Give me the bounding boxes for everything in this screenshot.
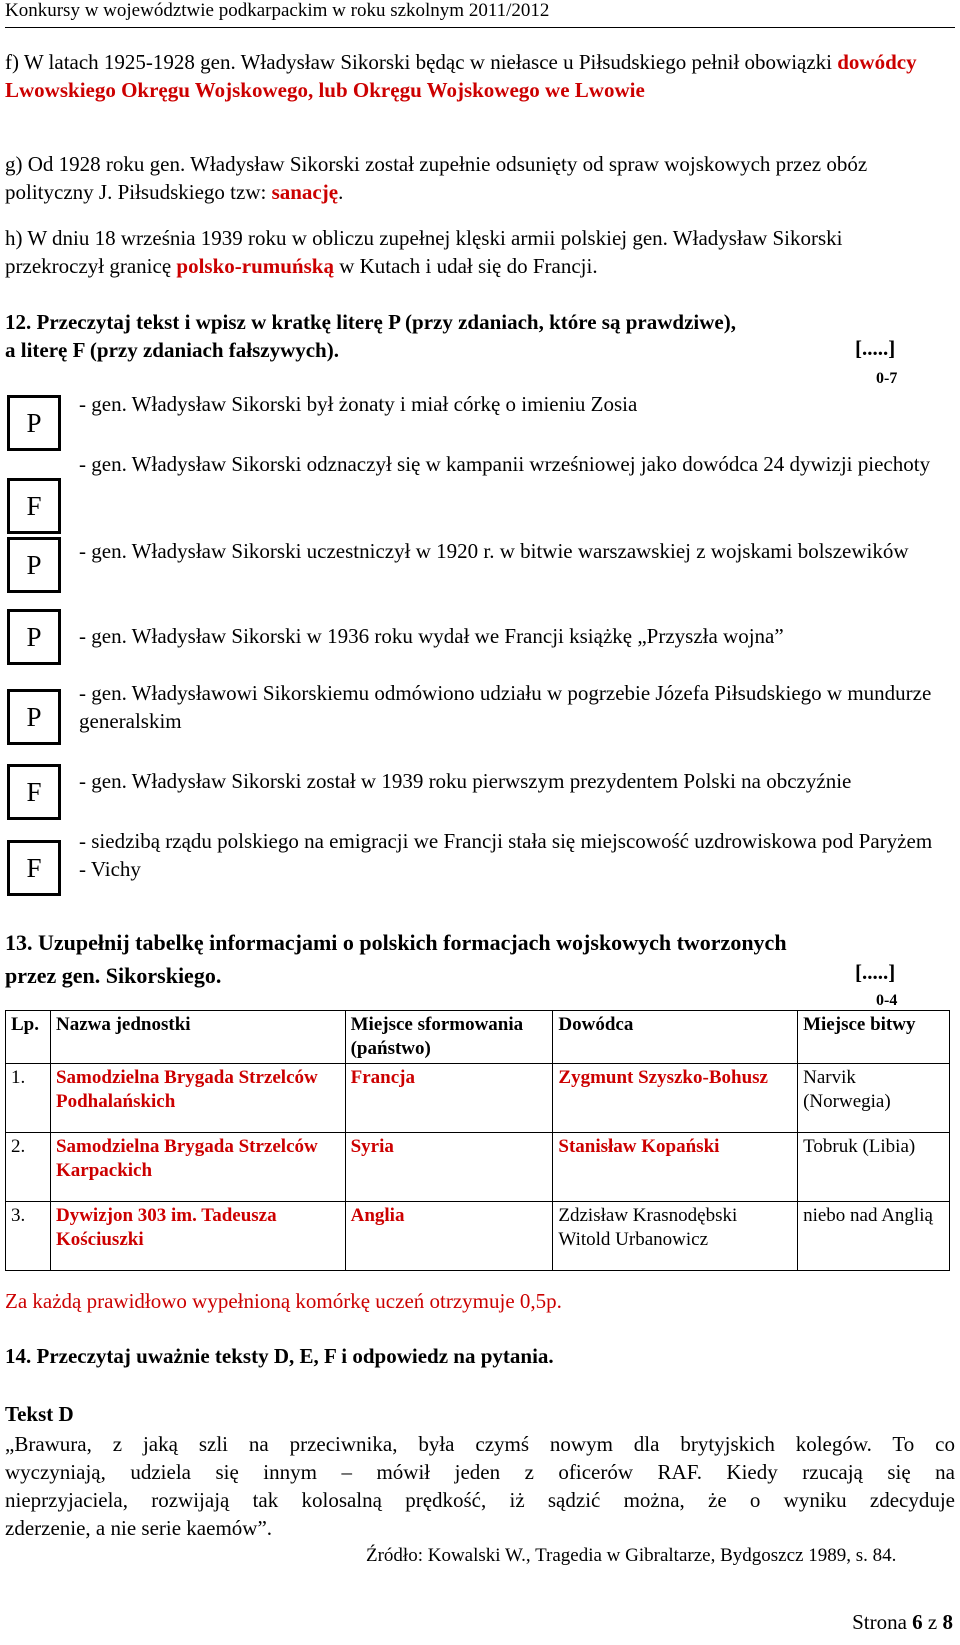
- question-13-line1: 13. Uzupełnij tabelkę informacjami o polskich formacjach wojskowych tworzonych: [5, 930, 787, 955]
- cell-battle-place[interactable]: niebo nad Anglią: [798, 1202, 950, 1271]
- q13-range: 0-4: [876, 992, 898, 1009]
- text-d-line: „Brawura, z jaką szli na przeciwnika, była czymś nowym dla brytyjskich kolegów. To co: [5, 1432, 955, 1456]
- cell-unit-name[interactable]: Samodzielna Brygada Strzelców Karpackich: [50, 1133, 345, 1202]
- formations-table: [5, 1010, 950, 1271]
- text-d-line: zderzenie, a nie serie kaemów”.: [5, 1516, 273, 1540]
- item-h-text: h) W dniu 18 września 1939 roku w obliczu zupełnej klęski armii polskiej gen. Władysław Sikorski przekroczył granicę: [5, 226, 843, 278]
- text-d-title: Tekst D: [5, 1402, 74, 1426]
- running-header: Konkursy w województwie podkarpackim w roku szkolnym 2011/2012: [5, 0, 550, 21]
- header-unit-name: Nazwa jednostki: [50, 1011, 345, 1064]
- answer-box-3[interactable]: P: [7, 537, 61, 593]
- question-13-line2: przez gen. Sikorskiego.: [5, 963, 222, 988]
- statement-7: - siedzibą rządu polskiego na emigracji we Francji stała się miejscowość uzdrowiskowa pod Paryżem - Vichy: [79, 829, 933, 881]
- question-12-line2: a literę F (przy zdaniach fałszywych).: [5, 338, 339, 362]
- cell-lp: 1.: [6, 1064, 51, 1133]
- q13-points: [.....]: [855, 960, 896, 984]
- answer-box-4[interactable]: P: [7, 609, 61, 665]
- cell-lp: 3.: [6, 1202, 51, 1271]
- answer-box-1[interactable]: P: [7, 395, 61, 451]
- header-battle-place: Miejsce bitwy: [798, 1011, 950, 1064]
- footer-page: 6: [912, 1610, 923, 1634]
- item-f: [5, 48, 925, 104]
- answer-box-6[interactable]: F: [7, 764, 61, 820]
- question-12-line1: 12. Przeczytaj tekst i wpisz w kratkę literę P (przy zdaniach, które są prawdziwe),: [5, 310, 736, 334]
- cell-formation-place[interactable]: Syria: [345, 1133, 553, 1202]
- item-h-answer: polsko-rumuńską: [176, 254, 334, 278]
- item-h: [5, 224, 925, 280]
- text-d-source: Źródło: Kowalski W., Tragedia w Gibraltarze, Bydgoszcz 1989, s. 84.: [366, 1545, 897, 1566]
- statement-2: - gen. Władysław Sikorski odznaczył się w kampanii wrześniowej jako dowódca 24 dywizji piechoty: [79, 452, 931, 476]
- item-f-text: f) W latach 1925-1928 gen. Władysław Sikorski będąc w niełasce u Piłsudskiego pełnił obowiązki: [5, 50, 838, 74]
- cell-formation-place[interactable]: Anglia: [345, 1202, 553, 1271]
- header-rule: [5, 27, 955, 28]
- cell-formation-place[interactable]: Francja: [345, 1064, 553, 1133]
- cell-lp: 2.: [6, 1133, 51, 1202]
- text-d-body: [5, 1430, 955, 1542]
- cell-unit-name[interactable]: Samodzielna Brygada Strzelców Podhalańskich: [50, 1064, 345, 1133]
- statement-4: - gen. Władysław Sikorski w 1936 roku wydał we Francji książkę „Przyszła wojna”: [79, 624, 784, 648]
- statement-1: - gen. Władysław Sikorski był żonaty i miał córkę o imieniu Zosia: [79, 392, 638, 416]
- question-14: 14. Przeczytaj uważnie teksty D, E, F i odpowiedz na pytania.: [5, 1344, 554, 1368]
- footer-mid: z: [922, 1610, 943, 1634]
- table-row: [6, 1133, 950, 1202]
- item-f-answer: dowódcy Lwowskiego Okręgu Wojskowego, lub Okręgu Wojskowego we Lwowie: [5, 50, 917, 102]
- statement-6: - gen. Władysław Sikorski został w 1939 roku pierwszym prezydentem Polski na obczyźnie: [79, 769, 852, 793]
- cell-commander[interactable]: Zdzisław Krasnodębski Witold Urbanowicz: [553, 1202, 798, 1271]
- question-12: [5, 308, 925, 364]
- footer-prefix: Strona: [852, 1610, 913, 1634]
- q12-points: [.....]: [855, 336, 896, 360]
- cell-commander[interactable]: Stanisław Kopański: [553, 1133, 798, 1202]
- table-row: [6, 1202, 950, 1271]
- item-g-answer: sanację: [271, 180, 339, 204]
- q12-range: 0-7: [876, 370, 898, 387]
- text-d-line: wyczyniają, udziela się innym – mówił jeden z oficerów RAF. Kiedy rzucają się na: [5, 1460, 955, 1484]
- cell-commander[interactable]: Zygmunt Szyszko-Bohusz: [553, 1064, 798, 1133]
- item-h-end: w Kutach i udał się do Francji.: [333, 254, 598, 278]
- statement-3: - gen. Władysław Sikorski uczestniczył w 1920 r. w bitwie warszawskiej z wojskami bolszewików: [79, 539, 909, 563]
- header-formation-place: Miejsce sformowania (państwo): [345, 1011, 553, 1064]
- cell-unit-name[interactable]: Dywizjon 303 im. Tadeusza Kościuszki: [50, 1202, 345, 1271]
- cell-battle-place[interactable]: Narvik (Norwegia): [798, 1064, 950, 1133]
- question-13: [5, 926, 925, 992]
- item-g: [5, 150, 925, 206]
- item-g-text: g) Od 1928 roku gen. Władysław Sikorski został zupełnie odsunięty od spraw wojskowych przez obóz polityczny J. Piłsudskiego tzw:: [5, 152, 868, 204]
- answer-box-5[interactable]: P: [7, 689, 61, 745]
- item-g-end: .: [338, 180, 344, 204]
- footer-total: 8: [942, 1610, 953, 1634]
- table-row: [6, 1064, 950, 1133]
- header-lp: Lp.: [6, 1011, 51, 1064]
- scoring-note: Za każdą prawidłowo wypełnioną komórkę uczeń otrzymuje 0,5p.: [5, 1289, 562, 1313]
- answer-box-7[interactable]: F: [7, 840, 61, 896]
- header-commander: Dowódca: [553, 1011, 798, 1064]
- statement-5: - gen. Władysławowi Sikorskiemu odmówiono udziału w pogrzebie Józefa Piłsudskiego w mundurze generalskim: [79, 681, 932, 733]
- cell-battle-place[interactable]: Tobruk (Libia): [798, 1133, 950, 1202]
- answer-box-2[interactable]: F: [7, 478, 61, 534]
- text-d-line: nieprzyjaciela, rozwijają tak kolosalną prędkość, iż sądzić można, że o wyniku zdecyduje: [5, 1488, 955, 1512]
- table-header-row: [6, 1011, 950, 1064]
- page-footer: [852, 1610, 953, 1635]
